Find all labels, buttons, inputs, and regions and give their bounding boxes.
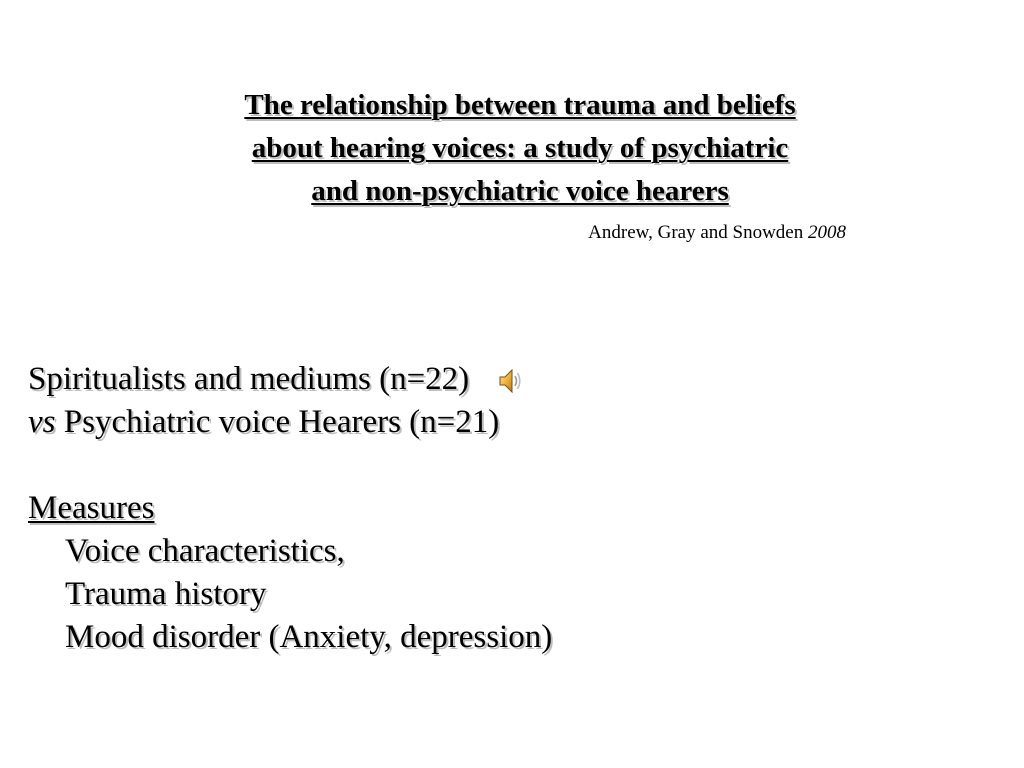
slide-title <box>140 84 900 213</box>
citation-year: 2008 <box>808 222 846 243</box>
title-line: The relationship between trauma and beliefs <box>244 89 796 121</box>
spacer <box>28 444 928 487</box>
speaker-icon[interactable] <box>497 366 523 396</box>
measures-heading: Measures <box>28 490 155 526</box>
group-line-psychiatric <box>28 401 928 444</box>
measure-item: Trauma history <box>65 576 267 612</box>
group-line-spiritualists: Spiritualists and mediums (n=22) <box>28 361 470 397</box>
measure-item: Voice characteristics, <box>65 533 345 569</box>
measures-heading-line <box>28 487 928 530</box>
citation-authors: Andrew, Gray and Snowden <box>588 222 808 243</box>
group-line-psychiatric-text: Psychiatric voice Hearers (n=21) <box>55 404 500 440</box>
slide-body <box>28 358 928 659</box>
title-line: and non-psychiatric voice hearers <box>311 175 729 207</box>
vs-label: vs <box>28 404 56 440</box>
title-line: about hearing voices: a study of psychiatric <box>251 132 789 164</box>
citation <box>300 219 846 247</box>
measure-item: Mood disorder (Anxiety, depression) <box>65 619 553 655</box>
